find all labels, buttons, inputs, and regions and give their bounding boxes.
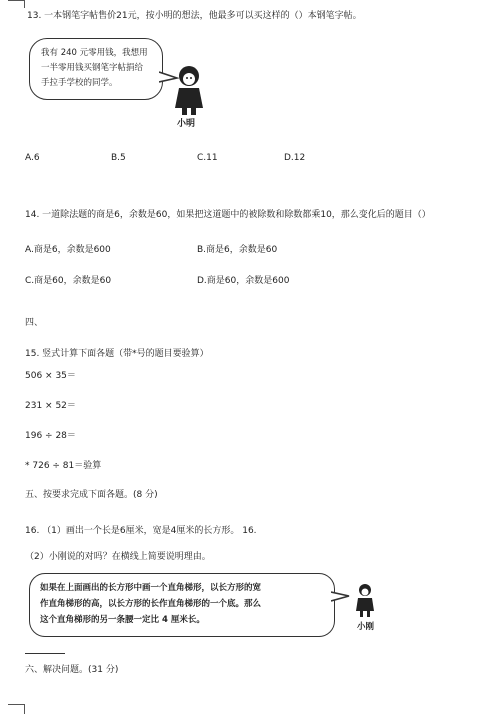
q13-option-b: B.5 bbox=[111, 153, 126, 163]
q13-option-d: D.12 bbox=[284, 153, 306, 163]
q15-item-3: 196 ÷ 28＝ bbox=[25, 431, 76, 441]
q15-item-2: 231 × 52＝ bbox=[25, 401, 76, 411]
q13-option-a: A.6 bbox=[25, 153, 40, 163]
q14-option-d: D.商是60，余数是600 bbox=[197, 276, 290, 286]
xiaoming-figure-icon bbox=[171, 64, 207, 116]
q16-bubble-line-2: 作直角梯形的高，以长方形的长作直角梯形的一个底。那么 bbox=[40, 599, 262, 609]
q14-stem: 14. 一道除法题的商是6，余数是60，如果把这道题中的被除数和除数都乘10，那么变化后的题目（） bbox=[25, 210, 431, 220]
crop-mark-top-left bbox=[8, 0, 24, 1]
q14-option-c: C.商是60，余数是60 bbox=[25, 276, 112, 286]
q13-option-c: C.11 bbox=[197, 153, 218, 163]
q16-part-1: 16. （1）画出一个长是6厘米，宽是4厘米的长方形。 16. bbox=[25, 526, 257, 536]
q16-bubble-line-3: 这个直角梯形的另一条腰一定比 4 厘米长。 bbox=[40, 615, 205, 625]
section-6-heading: 六、解决问题。(31 分) bbox=[25, 665, 119, 675]
q16-speech-bubble bbox=[29, 573, 335, 637]
q16-part-2: （2）小刚说的对吗？在横线上简要说明理由。 bbox=[25, 552, 211, 562]
q16-bubble-tail bbox=[331, 590, 351, 604]
q13-bubble-line-2: 一半零用钱买钢笔字帖捐给 bbox=[41, 63, 144, 73]
answer-line bbox=[25, 653, 65, 654]
section-5-heading: 五、按要求完成下面各题。(8 分) bbox=[25, 490, 158, 500]
q14-option-a: A.商是6，余数是600 bbox=[25, 245, 111, 255]
q13-speech-bubble bbox=[29, 38, 163, 100]
q15-item-4: * 726 ÷ 81＝验算 bbox=[25, 461, 102, 471]
xiaogang-figure-icon bbox=[353, 583, 377, 619]
crop-mark-bottom-left-v bbox=[24, 704, 25, 714]
xiaoming-label: 小明 bbox=[177, 119, 196, 129]
q16-bubble-line-1: 如果在上面画出的长方形中画一个直角梯形，以长方形的宽 bbox=[40, 583, 262, 593]
section-4-heading: 四、 bbox=[25, 318, 44, 328]
q13-stem: 13. 一本钢笔字帖售价21元，按小明的想法，他最多可以买这样的（）本钢笔字帖。 bbox=[27, 11, 362, 21]
q14-option-b: B.商是6，余数是60 bbox=[197, 245, 278, 255]
q15-stem: 15. 竖式计算下面各题（带*号的题目要验算） bbox=[25, 349, 209, 359]
xiaogang-label: 小刚 bbox=[357, 622, 375, 632]
q15-item-1: 506 × 35＝ bbox=[25, 371, 76, 381]
q13-bubble-line-3: 手拉手学校的同学。 bbox=[41, 78, 118, 88]
crop-mark-bottom-left bbox=[8, 704, 24, 705]
crop-mark-top-left-v bbox=[24, 0, 25, 8]
q13-bubble-line-1: 我有 240 元零用钱，我想用 bbox=[41, 48, 148, 58]
